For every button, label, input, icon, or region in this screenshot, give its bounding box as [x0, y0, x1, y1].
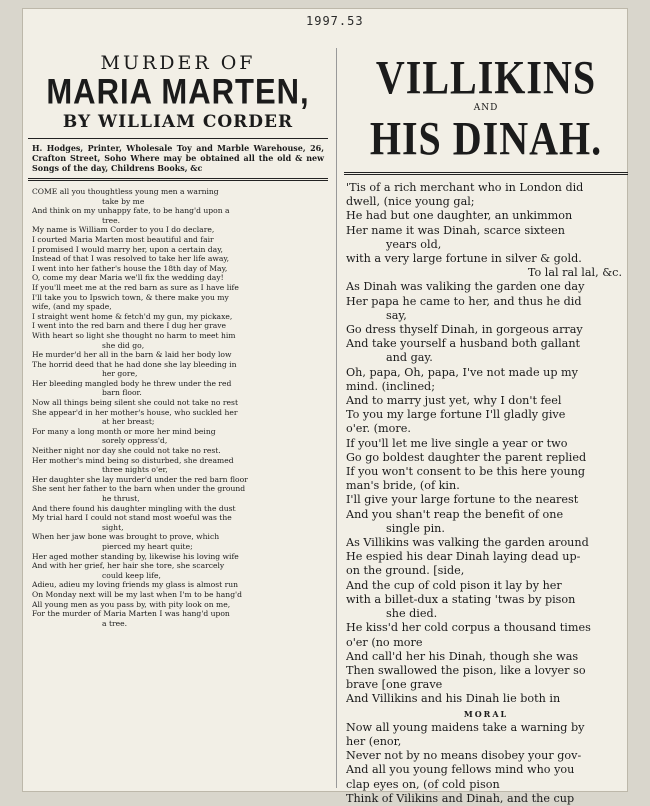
printer-imprint: H. Hodges, Printer, Wholesale Toy and Marble Warehouse, 26, Crafton Street, Soho Where may be obtained all the old & new Songs of the day, Childrens Books, &c	[32, 143, 324, 173]
verse-line: he thrust,	[102, 494, 140, 503]
verse-line: Her aged mother standing by, likewise his loving wife	[32, 551, 239, 561]
verse-line: All young men as you pass by, with pity look on me,	[32, 599, 231, 609]
verse-line: with a billet-dux a stating 'twas by pison	[346, 592, 576, 606]
verse-line: o'er (no more	[346, 635, 423, 649]
left-column	[28, 44, 328, 628]
verse-line: Now all things being silent she could not take no rest	[32, 398, 238, 408]
verse-line: I straight went home & fetch'd my gun, my pickaxe,	[32, 311, 233, 321]
verse-line: And Villikins and his Dinah lie both in	[346, 692, 561, 706]
verse-line: And think on my unhappy fate, to be hang'd upon a	[32, 206, 230, 216]
verse-line: she died.	[386, 607, 438, 621]
verse-line: with a very large fortune in silver & gold.	[346, 252, 582, 266]
verse-line: tree.	[102, 215, 121, 225]
verse-line: Then swallowed the pison, like a lovyer so	[346, 663, 586, 677]
verse-line: her gore,	[102, 369, 138, 379]
right-column	[344, 44, 628, 806]
verse-line: He had but one daughter, an unkimmon	[346, 209, 573, 223]
verse-line: To you my large fortune I'll gladly give	[346, 408, 566, 422]
verse-line: say,	[386, 308, 407, 322]
verse-line: o'er. (more.	[346, 422, 411, 436]
verse-line: Neither night nor day she could not take no rest.	[32, 446, 221, 456]
verse-line: With heart so light she thought no harm to meet him	[32, 330, 236, 340]
verse-line: And there found his daughter mingling with the dust	[32, 503, 236, 513]
verse-line: My name is William Corder to you I do declare,	[32, 225, 215, 235]
verse-line: I promised I would marry her, upon a certain day,	[32, 244, 223, 254]
verse-line: If you won't consent to be this here young	[346, 465, 586, 479]
verse-line: could keep life,	[102, 570, 161, 580]
verse-line: years old,	[386, 237, 442, 251]
verse-line: man's bride, (of kin.	[346, 479, 460, 493]
verse-line: 'Tis of a rich merchant who in London did	[346, 181, 584, 194]
right-title-and: AND	[473, 103, 499, 113]
verse-line: And to marry just yet, why I don't feel	[346, 394, 562, 408]
verse-line: And take yourself a husband both gallant	[346, 337, 581, 351]
rule	[28, 138, 328, 139]
verse-line: Her daughter she lay murder'd under the red barn floor	[32, 474, 248, 484]
verse-line: I went into her father's house the 18th day of May,	[32, 263, 228, 273]
verse-line: For the murder of Maria Marten I was hang'd upon	[32, 609, 230, 619]
verse-line: pierced my heart quite;	[102, 541, 193, 551]
verse-line: She sent her father to the barn when under the ground	[32, 484, 246, 494]
verse-line: He espied his dear Dinah laying dead up-	[346, 550, 581, 564]
verse-line: I courted Maria Marten most beautiful and fair	[32, 234, 214, 244]
verse-line: and gay.	[386, 351, 433, 365]
verse-line: sorely oppress'd,	[102, 436, 168, 446]
verse-line: And you shan't reap the benefit of one	[346, 507, 564, 521]
verse-line: brave [one grave	[346, 678, 443, 692]
verse-line: Adieu, adieu my loving friends my glass is almost run	[32, 580, 238, 590]
verse-line: she did go,	[102, 340, 145, 350]
verse-line: Never not by no means disobey your gov-	[346, 749, 582, 763]
verse-line: Her mother's mind being so disturbed, she dreamed	[32, 455, 234, 465]
verse-line: Her bleeding mangled body he threw under the red	[32, 378, 232, 388]
right-verse	[346, 181, 626, 806]
verse-line: Oh, papa, Oh, papa, I've not made up my	[346, 365, 578, 379]
verse-line: The horrid deed that he had done she lay bleeding in	[32, 359, 237, 369]
left-title-line1: MURDER OF	[100, 52, 256, 74]
verse-line: On Monday next will be my last when I'm to be hang'd	[32, 589, 242, 599]
verse-line: My trial hard I could not stand most woeful was the	[32, 513, 232, 523]
verse-line: When her jaw bone was brought to prove, which	[32, 532, 220, 542]
verse-line: If you'll let me live single a year or two	[346, 436, 568, 450]
verse-line: mind. (inclined;	[346, 379, 435, 393]
right-title-line2: HIS DINAH.	[369, 111, 603, 166]
verse-line: COME all you thoughtless young men a warning	[32, 187, 219, 196]
verse-line: I went into the red barn and there I dug her grave	[32, 321, 227, 331]
verse-line: To lal ral lal, &c.	[527, 266, 622, 280]
verse-line: And with her grief, her hair she tore, she scarcely	[32, 561, 225, 571]
verse-line: For many a long month or more her mind being	[32, 426, 216, 436]
rule	[28, 178, 328, 181]
verse-line: As Dinah was valiking the garden one day	[346, 280, 585, 294]
verse-line: I'll take you to Ipswich town, & there make you my	[32, 292, 229, 302]
moral-heading: MORAL	[463, 708, 509, 719]
left-title-line3: BY WILLIAM CORDER	[62, 112, 294, 132]
verse-line: sight,	[102, 522, 124, 532]
verse-line: wife, (and my spade,	[32, 302, 112, 312]
verse-line: her (enor,	[346, 734, 402, 748]
verse-line: And call'd her his Dinah, though she was	[346, 649, 579, 663]
verse-line: Her papa he came to her, and thus he did	[346, 294, 582, 308]
rule	[344, 172, 628, 175]
right-title-line1: VILLIKINS	[375, 50, 597, 105]
left-title-line2: MARIA MARTEN,	[46, 71, 310, 112]
verse-line: on the ground. [side,	[346, 564, 465, 578]
verse-line: Think of Vilikins and Dinah, and the cup	[346, 791, 575, 805]
verse-line: take by me	[102, 196, 145, 206]
verse-line: He murder'd her all in the barn & laid her body low	[32, 350, 232, 360]
verse-line: Now all young maidens take a warning by	[346, 720, 585, 734]
verse-line: And the cup of cold pison it lay by her	[346, 578, 562, 592]
catalog-number: 1997.53	[306, 14, 364, 28]
verse-line: And all you young fellows mind who you	[346, 763, 575, 777]
verse-line: If you'll meet me at the red barn as sure as I have life	[32, 282, 239, 292]
verse-line: She appear'd in her mother's house, who suckled her	[32, 407, 238, 417]
verse-line: a tree.	[102, 618, 128, 628]
verse-line: I'll give your large fortune to the nearest	[346, 493, 579, 507]
verse-line: O, come my dear Maria we'll fix the wedding day!	[32, 273, 224, 283]
verse-line: barn floor.	[102, 388, 142, 398]
verse-line: He kiss'd her cold corpus a thousand times	[346, 621, 591, 635]
broadside-sheet	[22, 8, 628, 805]
verse-line: Her name it was Dinah, scarce sixteen	[346, 223, 565, 237]
verse-line: single pin.	[386, 521, 445, 535]
verse-line: Go dress thyself Dinah, in gorgeous array	[346, 323, 583, 337]
verse-line: three nights o'er,	[102, 465, 168, 475]
verse-line: Instead of that I was resolved to take her life away,	[32, 254, 230, 264]
verse-line: clap eyes on, (of cold pison	[346, 777, 500, 791]
column-divider	[336, 48, 337, 788]
verse-line: dwell, (nice young gal;	[346, 195, 475, 209]
verse-line: Go go boldest daughter the parent replied	[346, 450, 587, 464]
verse-line: As Villikins was valking the garden around	[346, 536, 589, 550]
left-verse	[32, 187, 324, 628]
verse-line: at her breast;	[102, 417, 155, 427]
